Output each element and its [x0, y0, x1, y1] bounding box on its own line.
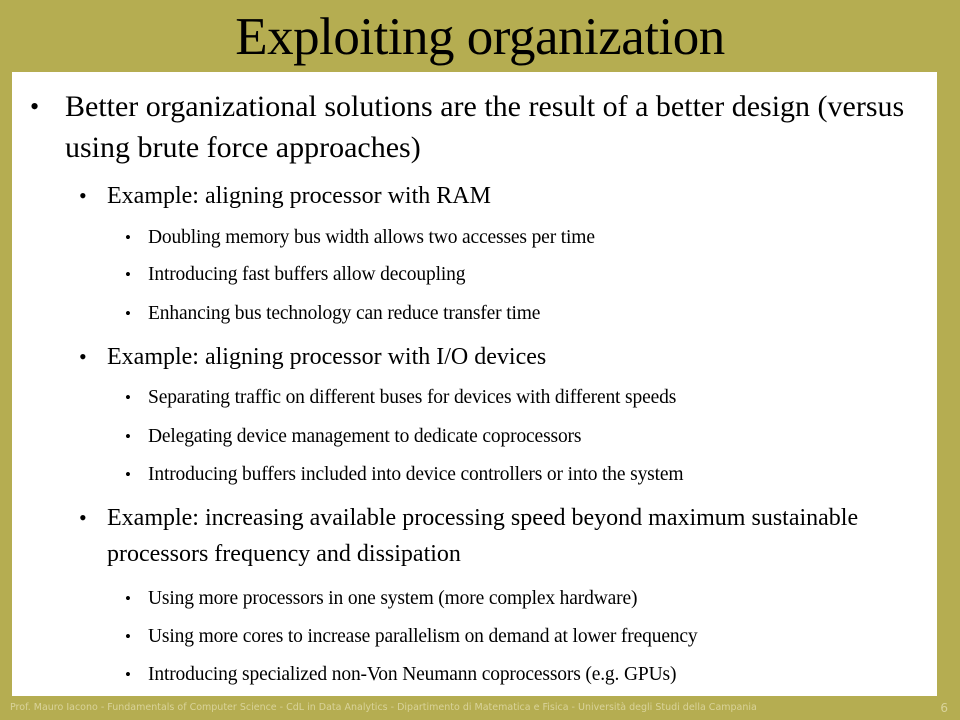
bullet-icon: • [125, 388, 131, 407]
bullet-text: Doubling memory bus width allows two accesses per time [148, 227, 595, 248]
bullet-text: Example: increasing available processing speed beyond maximum sustainable processors frequency and dissipation [107, 505, 859, 567]
bullet-text: Enhancing bus technology can reduce transfer time [148, 303, 541, 324]
bullet-icon: • [79, 183, 87, 208]
bullet-text: Using more processors in one system (more complex hardware) [148, 588, 638, 609]
bullet-level3 [125, 662, 925, 688]
bullet-text: Introducing buffers included into device controllers or into the system [148, 464, 684, 485]
bullet-level3 [125, 624, 925, 650]
bullet-icon: • [125, 265, 131, 284]
bullet-icon: • [125, 627, 131, 646]
bullet-text: Example: aligning processor with I/O devices [107, 344, 547, 370]
bullet-text: Better organizational solutions are the result of a better design (versus using brute force approaches) [65, 90, 905, 164]
slide-footer: Prof. Mauro Iacono - Fundamentals of Computer Science - CdL in Data Analytics - Dipartimento di Matematica e Fisica - Università degli Studi della Campania [10, 702, 757, 713]
bullet-icon: • [125, 465, 131, 484]
bullet-icon: • [125, 228, 131, 247]
content-panel [12, 72, 937, 696]
bullet-text: Separating traffic on different buses for devices with different speeds [148, 387, 677, 408]
bullet-level3 [125, 385, 925, 411]
bullet-text: Delegating device management to dedicate coprocessors [148, 426, 582, 447]
bullet-level2 [79, 500, 919, 572]
bullet-level3 [125, 424, 925, 450]
slide-title: Exploiting organization [235, 8, 725, 66]
bullet-level3 [125, 301, 925, 327]
bullet-level2 [79, 178, 919, 214]
bullet-icon: • [125, 589, 131, 608]
bullet-level2 [79, 339, 919, 375]
bullet-level3 [125, 462, 925, 488]
bullet-level3 [125, 262, 925, 288]
bullet-icon: • [125, 427, 131, 446]
bullet-icon: • [79, 505, 87, 530]
bullet-text: Introducing specialized non-Von Neumann coprocessors (e.g. GPUs) [148, 664, 677, 685]
bullet-icon: • [79, 344, 87, 369]
bullet-level3 [125, 225, 925, 251]
bullet-text: Using more cores to increase parallelism on demand at lower frequency [148, 626, 698, 647]
bullet-level1 [30, 86, 910, 168]
bullet-icon: • [125, 304, 131, 323]
bullet-text: Example: aligning processor with RAM [107, 183, 491, 209]
bullet-icon: • [30, 92, 40, 121]
bullet-icon: • [125, 665, 131, 684]
bullet-level3 [125, 586, 925, 612]
bullet-text: Introducing fast buffers allow decoupling [148, 264, 466, 285]
page-number: 6 [940, 701, 948, 715]
